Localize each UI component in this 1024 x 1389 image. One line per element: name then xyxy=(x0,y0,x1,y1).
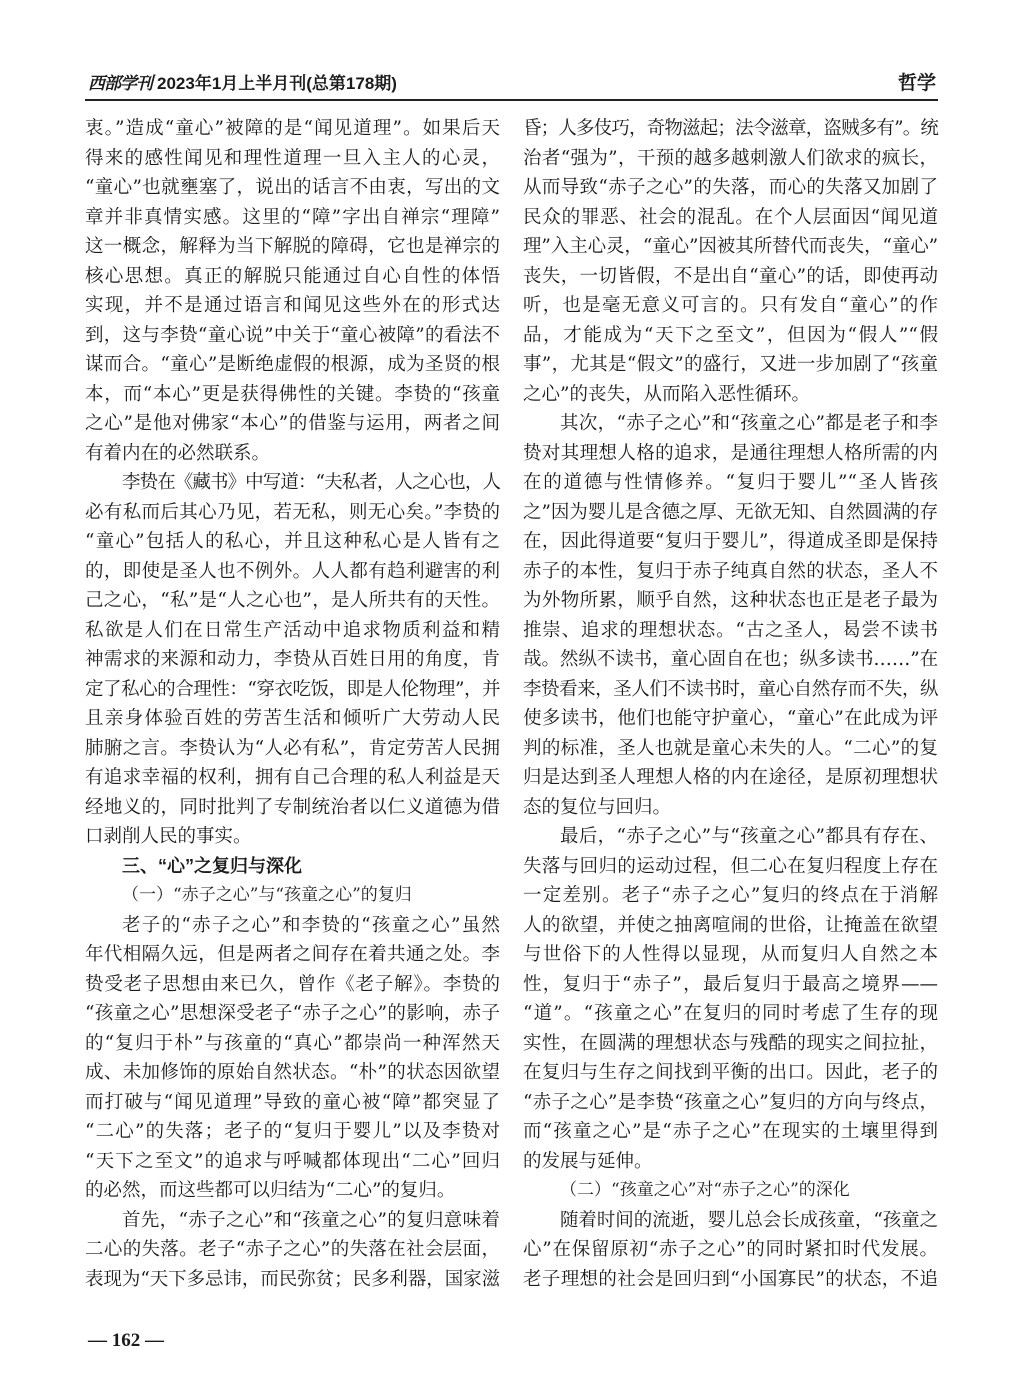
text-line xyxy=(85,380,500,410)
line-text: 的，即使是圣人也不例外。人人都有趋利避害的利 xyxy=(85,560,500,582)
line-text: 哉。然纵不读书，童心固自在也；纵多读书……”在 xyxy=(523,649,938,670)
text-line xyxy=(85,144,500,174)
line-text: 表现为“天下多忌讳，而民弥贫；民多利器，国家滋 xyxy=(85,1268,500,1290)
line-text: 心”在保留原初“赤子之心”的同时紧扣时代发展。 xyxy=(523,1239,938,1260)
line-text: 听，也是毫无意义可言的。只有发自“童心”的作 xyxy=(523,295,938,316)
text-line xyxy=(523,999,938,1029)
line-text: 到，这与李贽“童心说”中关于“童心被障”的看法不 xyxy=(85,324,500,346)
paragraph xyxy=(523,409,938,822)
line-text: “孩童之心”思想深受老子“赤子之心”的影响，赤子 xyxy=(85,1003,500,1024)
text-line xyxy=(523,262,938,292)
paragraph xyxy=(85,468,500,852)
line-text: 判的标准，圣人也就是童心未失的人。“二心”的复 xyxy=(523,737,938,759)
text-line xyxy=(523,763,938,793)
text-line xyxy=(523,675,938,705)
line-text: 归是达到圣人理想人格的内在途径，是原初理想状 xyxy=(523,767,938,788)
line-text: 这一概念，解释为当下解脱的障碍，它也是禅宗的 xyxy=(85,236,500,257)
text-line xyxy=(85,1147,500,1177)
line-text: 为外物所累，顺乎自然，这种状态也正是老子最为 xyxy=(523,590,938,611)
text-line xyxy=(523,350,938,380)
text-line xyxy=(85,557,500,587)
subsection-heading xyxy=(85,881,500,911)
line-text: 贽受老子思想由来已久，曾作《老子解》。李贽的 xyxy=(85,973,500,995)
line-text: 老子理想的社会是回归到“小国寡民”的状态，不追 xyxy=(523,1268,938,1290)
section-name: 哲学 xyxy=(897,73,936,94)
text-line xyxy=(523,1058,938,1088)
line-text: 与世俗下的人性得以显现，从而复归人自然之本 xyxy=(523,944,938,965)
text-line xyxy=(523,321,938,351)
text-line xyxy=(523,527,938,557)
text-line xyxy=(85,822,500,852)
text-line xyxy=(85,852,500,882)
text-line xyxy=(85,586,500,616)
line-text: 治者“强为”，干预的越多越刺激人们欲求的疯长， xyxy=(523,147,938,169)
text-line xyxy=(523,291,938,321)
text-line xyxy=(85,291,500,321)
text-line xyxy=(85,1176,500,1206)
text-line xyxy=(523,1029,938,1059)
text-line xyxy=(85,262,500,292)
text-line xyxy=(523,1265,938,1295)
line-text: 其次，“赤子之心”和“孩童之心”都是老子和李 xyxy=(560,413,938,434)
line-text: 昏；人多伎巧，奇物滋起；法令滋章，盗贼多有”。统 xyxy=(523,118,938,139)
text-line xyxy=(85,1235,500,1265)
text-line xyxy=(85,1265,500,1295)
paragraph xyxy=(523,114,938,409)
text-line xyxy=(523,498,938,528)
text-line xyxy=(85,1206,500,1236)
text-line xyxy=(523,232,938,262)
line-text: 神需求的来源和动力，李贽从百姓日用的角度，肯 xyxy=(85,649,500,670)
line-text: 年代相隔久远，但是两者之间存在着共通之处。李 xyxy=(85,944,500,965)
text-line xyxy=(523,380,938,410)
line-text: “赤子之心”是李贽“孩童之心”复归的方向与终点， xyxy=(523,1091,938,1113)
line-text: 二心的失落。老子“赤子之心”的失落在社会层面， xyxy=(85,1239,500,1260)
text-line xyxy=(523,1206,938,1236)
text-line xyxy=(523,586,938,616)
line-text: 而打破与“闻见道理”导致的童心被“障”都突显了 xyxy=(85,1091,500,1113)
line-text: 肺腑之言。李贽认为“人必有私”，肯定劳苦人民拥 xyxy=(85,737,500,759)
line-text: 从而导致“赤子之心”的失落，而心的失落又加剧了 xyxy=(523,177,938,198)
line-text: 之”因为婴儿是含德之厚、无欲无知、自然圆满的存 xyxy=(523,501,938,523)
text-line xyxy=(523,852,938,882)
line-text: 成、未加修饰的原始自然状态。“朴”的状态因欲望 xyxy=(85,1062,500,1083)
text-line xyxy=(523,144,938,174)
line-text: 丧失，一切皆假，不是出自“童心”的话，即使再动 xyxy=(523,265,938,287)
text-line xyxy=(523,1235,938,1265)
paragraph xyxy=(523,1206,938,1295)
text-line xyxy=(85,498,500,528)
paragraph xyxy=(85,114,500,468)
text-line xyxy=(523,173,938,203)
running-header xyxy=(85,72,938,98)
text-line xyxy=(85,350,500,380)
line-text: 有追求幸福的权利，拥有自己合理的私人利益是天 xyxy=(85,767,500,788)
line-text: 且亲身体验百姓的劳苦生活和倾听广大劳动人民 xyxy=(85,708,500,729)
text-line xyxy=(523,734,938,764)
text-line xyxy=(523,1117,938,1147)
text-line xyxy=(523,409,938,439)
text-line xyxy=(85,232,500,262)
text-line xyxy=(85,999,500,1029)
line-text: 在复归与生存之间找到平衡的出口。因此，老子的 xyxy=(523,1062,938,1083)
text-line xyxy=(85,911,500,941)
text-line xyxy=(523,1088,938,1118)
paragraph xyxy=(523,822,938,1176)
line-text: 失落与回归的运动过程，但二心在复归程度上存在 xyxy=(523,855,938,877)
paragraph xyxy=(85,911,500,1206)
text-line xyxy=(85,734,500,764)
text-line xyxy=(85,409,500,439)
right-column xyxy=(523,114,938,1294)
text-line xyxy=(523,881,938,911)
text-line xyxy=(85,1058,500,1088)
text-line xyxy=(523,1147,938,1177)
section-heading xyxy=(85,852,500,882)
header-rule xyxy=(85,99,938,101)
line-text: 之心”是他对佛家“本心”的借鉴与运用，两者之间 xyxy=(85,413,500,434)
line-text: 口剥削人民的事实。 xyxy=(85,826,252,847)
text-line xyxy=(523,822,938,852)
text-line xyxy=(85,321,500,351)
line-text: 贽对其理想人格的追求，是通往理想人格所需的内 xyxy=(523,442,938,464)
text-line xyxy=(85,645,500,675)
text-line xyxy=(523,793,938,823)
journal-logo: 西部学刊 xyxy=(88,74,152,94)
page-number: — 162 — xyxy=(88,1330,164,1351)
line-text: 得来的感性闻见和理性道理一旦入主人的心灵， xyxy=(85,147,500,169)
subsection-heading xyxy=(523,1176,938,1206)
line-text: 有着内在的必然联系。 xyxy=(85,442,271,464)
line-text: 首先，“赤子之心”和“孩童之心”的复归意味着 xyxy=(122,1209,500,1231)
line-text: 核心思想。真正的解脱只能通过自心自性的体悟 xyxy=(85,265,500,287)
line-text: （二）“孩童之心”对“赤子之心”的深化 xyxy=(560,1180,850,1200)
line-text: 性，复归于“赤子”，最后复归于最高之境界—— xyxy=(523,973,938,995)
line-text: （一）“赤子之心”与“孩童之心”的复归 xyxy=(122,885,412,905)
line-text: 人的欲望，并使之抽离喧闹的世俗，让掩盖在欲望 xyxy=(523,914,938,936)
line-text: “童心”也就壅塞了，说出的话言不由衷，写出的文 xyxy=(85,177,500,198)
line-text: 民众的罪恶、社会的混乱。在个人层面因“闻见道 xyxy=(523,206,938,228)
line-text: “天下之至文”的追求与呼喊都体现出“二心”回归 xyxy=(85,1150,500,1172)
line-text: 赤子的本性，复归于赤子纯真自然的状态，圣人不 xyxy=(523,560,938,582)
text-line xyxy=(523,616,938,646)
text-line xyxy=(523,557,938,587)
text-line xyxy=(523,439,938,469)
line-text: 私欲是人们在日常生产活动中追求物质利益和精 xyxy=(85,619,500,641)
text-line xyxy=(523,203,938,233)
text-line xyxy=(85,173,500,203)
line-text: 最后，“赤子之心”与“孩童之心”都具有存在、 xyxy=(560,826,938,847)
line-text: 在的道德与性情修养。“复归于婴儿”“圣人皆孩 xyxy=(523,472,938,493)
text-line xyxy=(523,468,938,498)
line-text: 随着时间的流逝，婴儿总会长成孩童，“孩童之 xyxy=(560,1209,938,1231)
line-text: 章并非真情实感。这里的“障”字出自禅宗“理障” xyxy=(85,206,500,228)
line-text: 实性，在圆满的理想状态与残酷的现实之间拉扯， xyxy=(523,1032,938,1054)
text-line xyxy=(85,881,500,911)
line-text: 的“复归于朴”与孩童的“真心”都崇尚一种浑然天 xyxy=(85,1032,500,1054)
text-line xyxy=(523,1176,938,1206)
text-line xyxy=(523,940,938,970)
text-line xyxy=(85,1088,500,1118)
line-text: “童心”包括人的私心，并且这种私心是人皆有之 xyxy=(85,531,500,552)
text-line xyxy=(523,645,938,675)
text-line xyxy=(85,1029,500,1059)
text-line xyxy=(523,970,938,1000)
line-text: 李贽看来，圣人们不读书时，童心自然存而不失，纵 xyxy=(523,678,938,700)
text-line xyxy=(85,793,500,823)
line-text: 品，才能成为“天下之至文”，但因为“假人”“假 xyxy=(523,324,938,346)
line-text: 定了私心的合理性：“穿衣吃饭，即是人伦物理”，并 xyxy=(85,678,500,700)
line-text: 实现，并不是通过语言和闻见这些外在的形式达 xyxy=(85,295,500,316)
text-line xyxy=(523,911,938,941)
line-text: 理”入主心灵，“童心”因被其所替代而丧失，“童心” xyxy=(523,236,938,257)
line-text: 推崇、追求的理想状态。“古之圣人，曷尝不读书 xyxy=(523,619,938,641)
text-line xyxy=(85,704,500,734)
text-line xyxy=(85,616,500,646)
line-text: 老子的“赤子之心”和李贽的“孩童之心”虽然 xyxy=(122,914,500,936)
line-text: 在，因此得道要“复归于婴儿”，得道成圣即是保持 xyxy=(523,531,938,552)
text-line xyxy=(85,1117,500,1147)
text-line xyxy=(85,970,500,1000)
line-text: 事”，尤其是“假文”的盛行，又进一步加剧了“孩童 xyxy=(523,354,938,375)
text-line xyxy=(523,704,938,734)
text-line xyxy=(85,114,500,144)
text-line xyxy=(85,940,500,970)
line-text: 的必然，而这些都可以归结为“二心”的复归。 xyxy=(85,1180,456,1201)
line-text: 必有私而后其心乃见，若无私，则无心矣。”李贽的 xyxy=(85,501,500,523)
paragraph xyxy=(85,1206,500,1295)
line-text: “道”。“孩童之心”在复归的同时考虑了生存的现 xyxy=(523,1003,938,1024)
line-text: 谋而合。“童心”是断绝虚假的根源，成为圣贤的根 xyxy=(85,354,500,375)
text-line xyxy=(85,439,500,469)
line-text: 的发展与延伸。 xyxy=(523,1150,653,1172)
line-text: “二心”的失落；老子的“复归于婴儿”以及李贽对 xyxy=(85,1121,500,1142)
line-text: 己之心，“私”是“人之心也”，是人所共有的天性。 xyxy=(85,590,500,611)
line-text: 三、“心”之复归与深化 xyxy=(122,855,302,876)
line-text: 之心”的丧失，从而陷入恶性循环。 xyxy=(523,383,810,405)
issue-info: 2023年1月上半月刊(总第178期) xyxy=(157,74,397,93)
text-line xyxy=(85,675,500,705)
text-line xyxy=(85,763,500,793)
text-line xyxy=(85,203,500,233)
line-text: 李贽在《藏书》中写道：“夫私者，人之心也，人 xyxy=(122,472,500,493)
text-line xyxy=(85,527,500,557)
left-column xyxy=(85,114,500,1294)
line-text: 一定差别。老子“赤子之心”复归的终点在于消解 xyxy=(523,885,938,906)
line-text: 态的复位与回归。 xyxy=(523,796,672,818)
line-text: 使多读书，他们也能守护童心，“童心”在此成为评 xyxy=(523,708,938,729)
line-text: 经地义的，同时批判了专制统治者以仁义道德为借 xyxy=(85,796,500,818)
line-text: 本，而“本心”更是获得佛性的关键。李贽的“孩童 xyxy=(85,383,500,405)
text-line xyxy=(523,114,938,144)
line-text: 而“孩童之心”是“赤子之心”在现实的土壤里得到 xyxy=(523,1121,938,1142)
line-text: 衷。”造成“童心”被障的是“闻见道理”。如果后天 xyxy=(85,118,500,139)
text-line xyxy=(85,468,500,498)
